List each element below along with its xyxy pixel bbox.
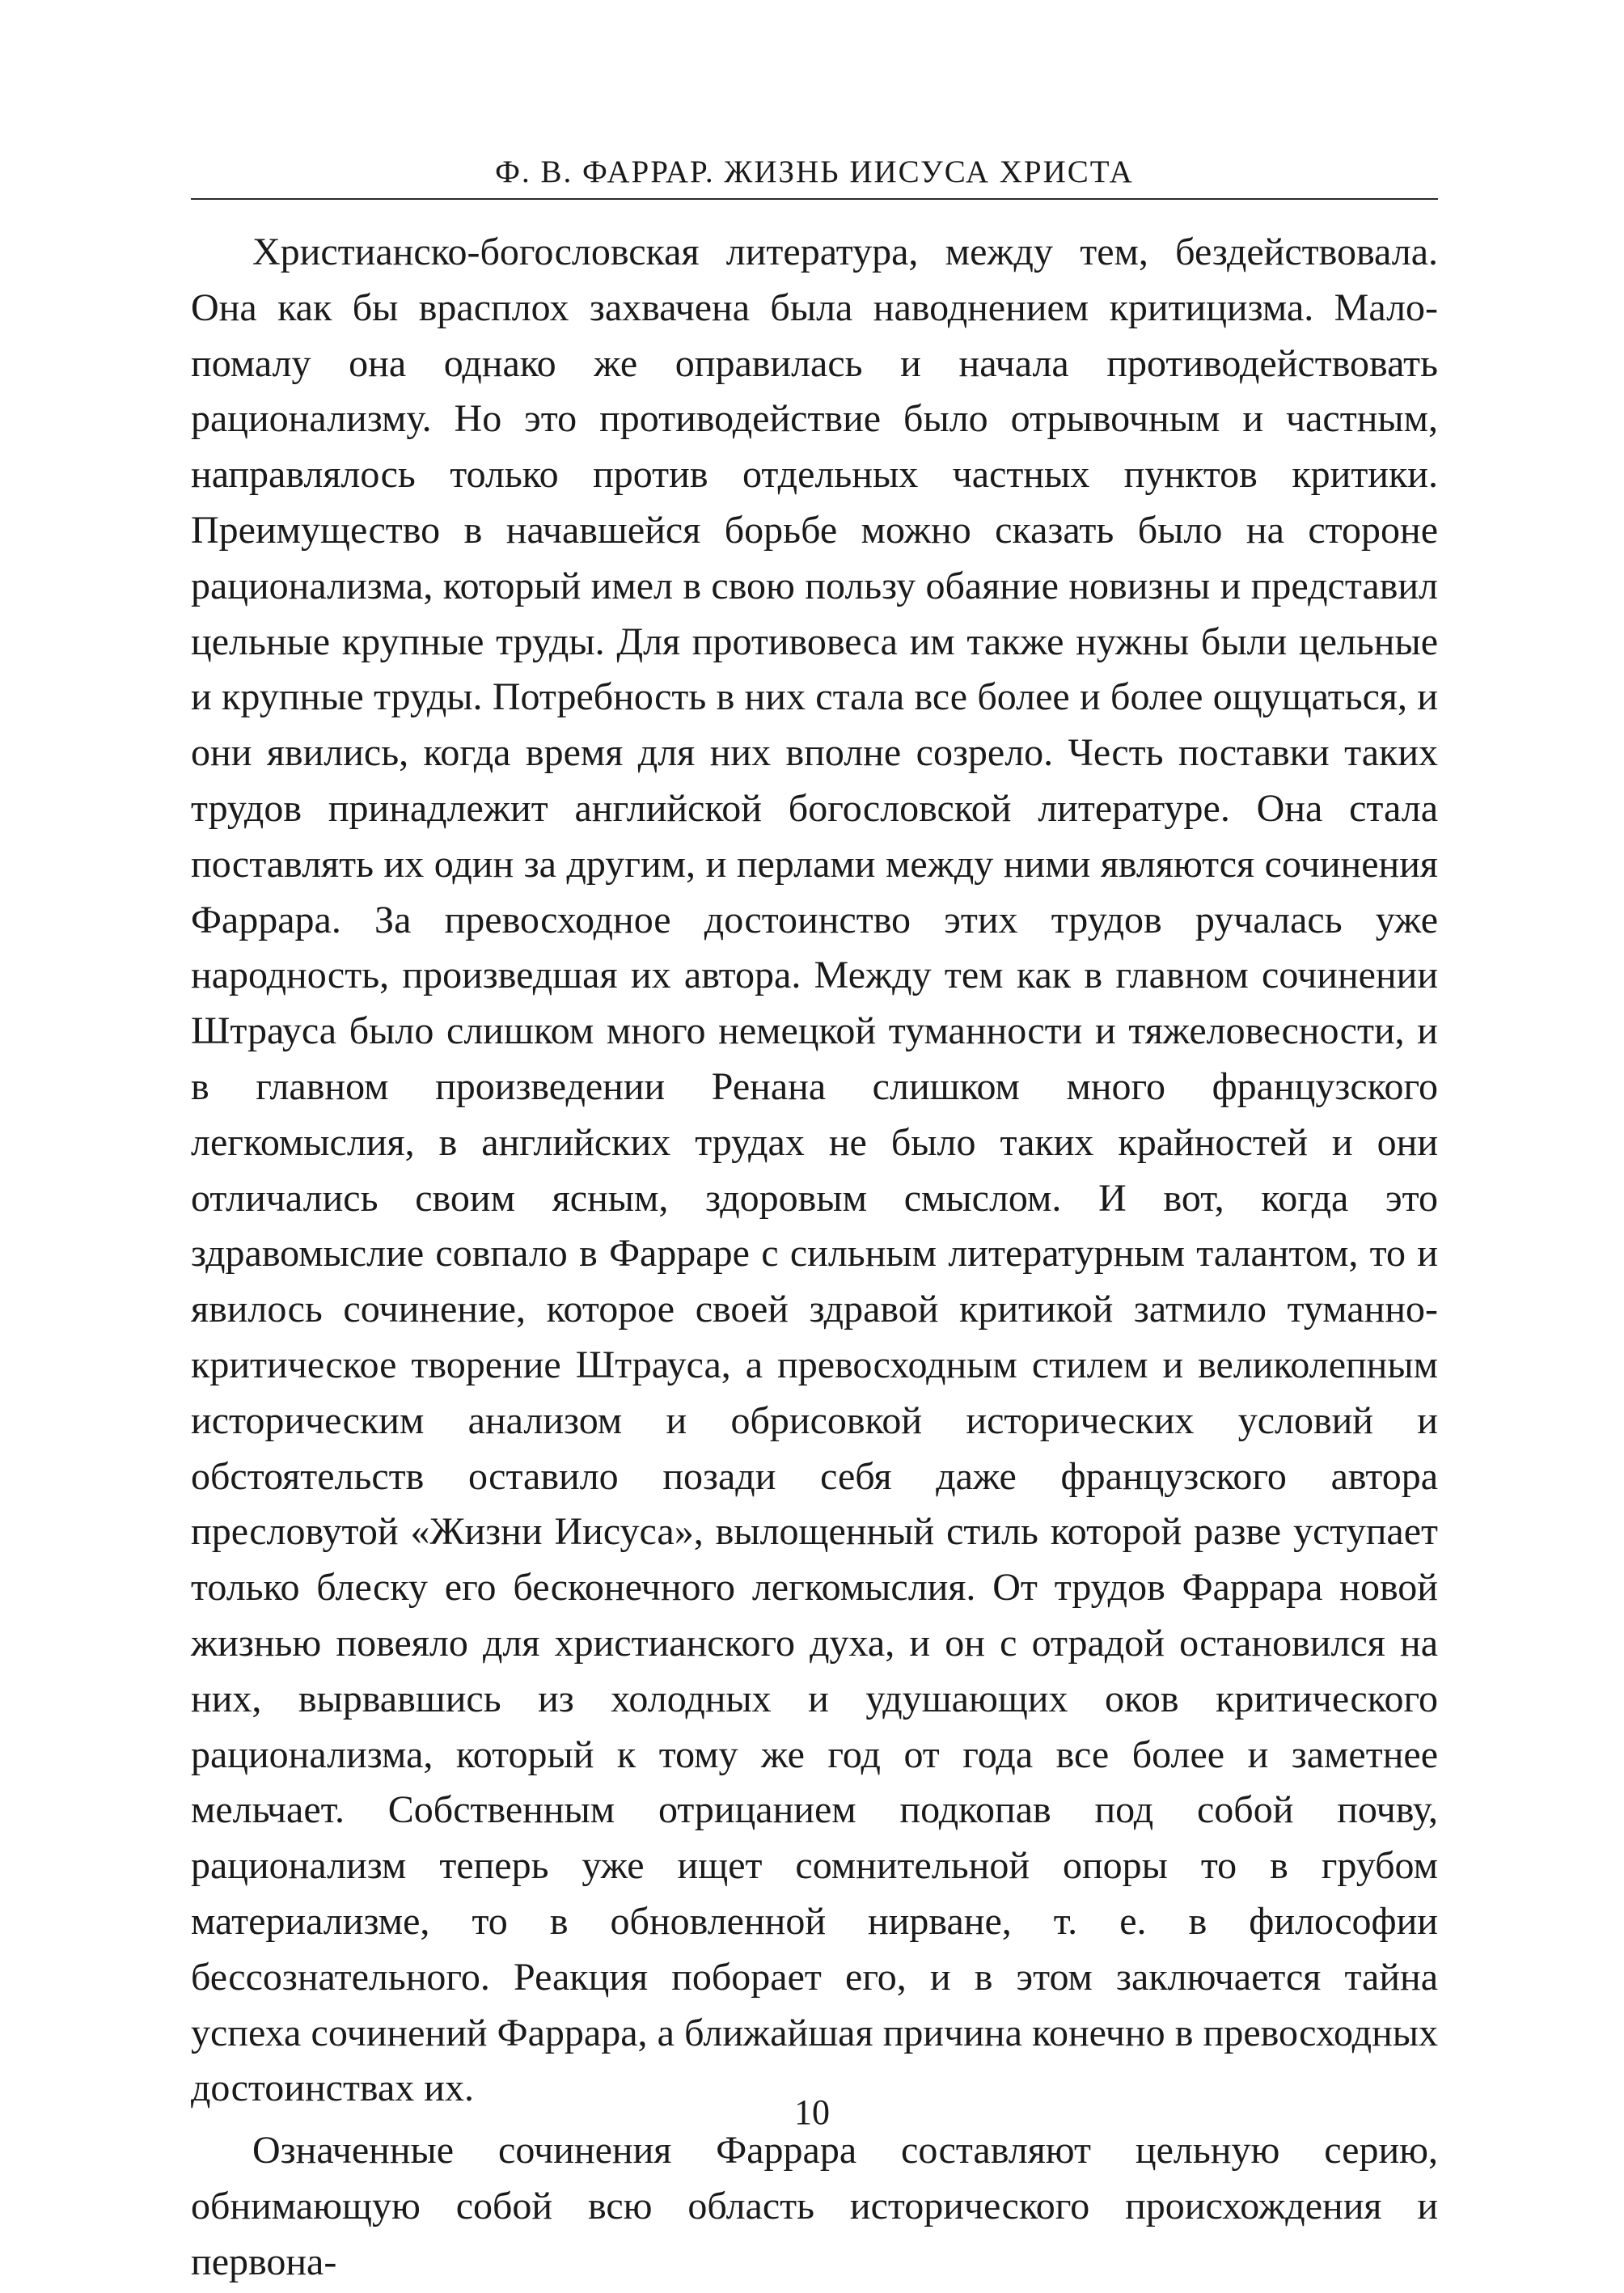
paragraph: Означенные сочинения Фаррара составляют цельную серию, обнимающую собой всю область исторического происхождения и первона- — [191, 2129, 1438, 2283]
page-number: 10 — [794, 2092, 830, 2132]
body-text — [191, 225, 1438, 2290]
paragraph: Христианско-богословская литература, между тем, бездействовала. Она как бы врасплох захвачена была наводнением критицизма. Мало-помалу она однако же оправилась и начала противодействовать рационализму. Но это противодействие было отрывочным и частным, направлялось только против отдельных частных пунктов критики. Преимущество в начавшейся борьбе можно сказать было на стороне рационализма, который имел в свою пользу обаяние новизны и представил цельные крупные труды. Для противовеса им также нужны были цельные и крупные труды. Потребность в них стала все более и более ощущаться, и они явились, когда время для них вполне созрело. Честь поставки таких трудов принадлежит английской богословской литературе. Она стала поставлять их один за другим, и перлами между ними являются сочинения Фаррара. За превосходное достоинство этих трудов ручалась уже народность, произведшая их автора. Между тем как в главном сочинении Штрауса было слишком много немецкой туманности и тяжеловесности, и в главном произведении Ренана слишком много французского легкомыслия, в английских трудах не было таких крайностей и они отличались своим ясным, здоровым смыслом. И вот, когда это здравомыслие совпало в Фарраре с сильным литературным талантом, то и явилось сочинение, которое своей здравой критикой затмило туманно-критическое творение Штрауса, а превосходным стилем и великолепным историческим анализом и обрисовкой исторических условий и обстоятельств оставило позади себя даже французского автора пресловутой «Жизни Иисуса», вылощенный стиль которой разве уступает только блеску его бесконечного легкомыслия. От трудов Фаррара новой жизнью повеяло для христианского духа, и он с отрадой остановился на них, вырвавшись из холодных и удушающих оков критического рационализма, который к тому же год от года все более и заметнее мельчает. Собственным отрицанием подкопав под собой почву, рационализм теперь уже ищет сомнительной опоры то в грубом материализме, то в обновленной нирване, т. е. в философии бессознательного. Реакция поборает его, и в этом заключается тайна успеха сочинений Фаррара, а ближайшая причина конечно в превосходных достоинствах их. — [191, 231, 1438, 2110]
running-title: Ф. В. ФАРРАР. ЖИЗНЬ ИИСУСА ХРИСТА — [495, 154, 1134, 189]
header-rule — [191, 198, 1438, 200]
